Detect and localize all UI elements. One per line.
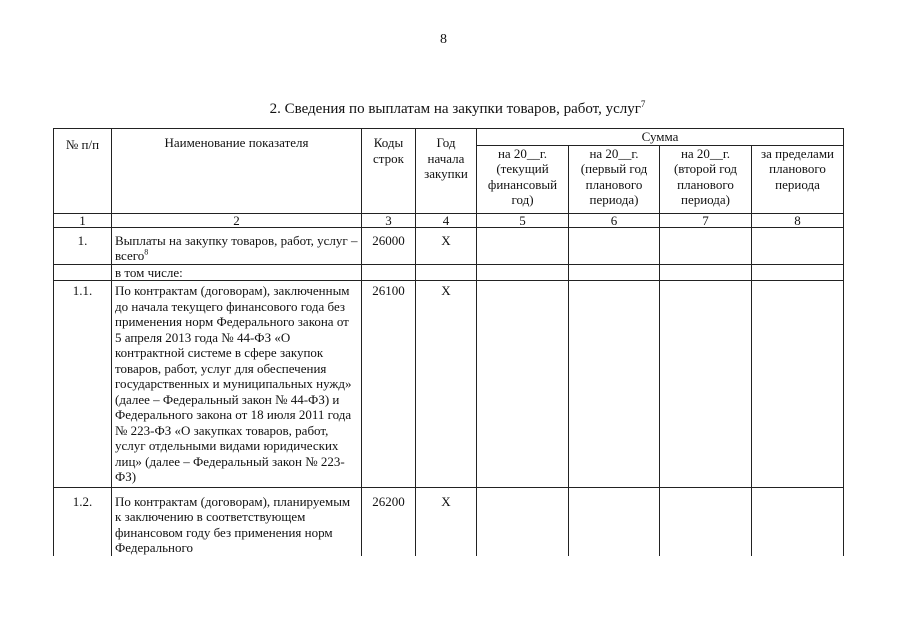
row-sum-cell — [752, 487, 844, 556]
row-year: X — [416, 227, 477, 264]
row-sum-cell — [752, 264, 844, 281]
row-name-text: Выплаты на закупку товаров, работ, услуг – всего — [115, 232, 358, 263]
row-name: По контрактам (договорам), планируемым к заключению в соответствующем финансовом году без применения норм Федерального — [112, 487, 362, 556]
column-number: 3 — [362, 213, 416, 227]
table-row — [54, 487, 844, 556]
column-number: 4 — [416, 213, 477, 227]
row-name: в том числе: — [112, 264, 362, 281]
row-year: X — [416, 281, 477, 488]
header-sum-beyond-plan: за пределами планового периода — [752, 145, 844, 213]
header-sum-second-plan-year: на 20__г. (второй год планового периода) — [660, 145, 752, 213]
row-num: 1.2. — [54, 487, 112, 556]
column-number: 5 — [477, 213, 569, 227]
row-code: 26000 — [362, 227, 416, 264]
column-number: 6 — [569, 213, 660, 227]
row-num: 1. — [54, 227, 112, 264]
table-row — [54, 264, 844, 281]
header-year-start: Год начала закупки — [416, 129, 477, 214]
row-year — [416, 264, 477, 281]
column-number: 7 — [660, 213, 752, 227]
row-sum-cell — [752, 281, 844, 488]
row-code: 26200 — [362, 487, 416, 556]
row-num: 1.1. — [54, 281, 112, 488]
row-sum-cell — [660, 264, 752, 281]
row-sum-cell — [752, 227, 844, 264]
table-row — [54, 281, 844, 488]
row-sum-cell — [660, 227, 752, 264]
row-name — [112, 227, 362, 264]
row-sum-cell — [477, 281, 569, 488]
row-name-footnote: 8 — [144, 247, 149, 257]
row-sum-cell — [569, 227, 660, 264]
section-title-text: 2. Сведения по выплатам на закупки товаров, работ, услуг — [269, 101, 641, 117]
header-num: № п/п — [54, 129, 112, 214]
table-row — [54, 227, 844, 264]
row-sum-cell — [569, 264, 660, 281]
row-sum-cell — [660, 487, 752, 556]
header-codes: Коды строк — [362, 129, 416, 214]
row-sum-cell — [477, 227, 569, 264]
row-year: X — [416, 487, 477, 556]
header-sum-current-year: на 20__г. (текущий финансовый год) — [477, 145, 569, 213]
row-code — [362, 264, 416, 281]
row-sum-cell — [569, 487, 660, 556]
row-sum-cell — [477, 487, 569, 556]
column-number: 8 — [752, 213, 844, 227]
row-name: По контрактам (договорам), заключенным до начала текущего финансового года без применения норм Федерального закона от 5 апреля 2013 года № 44-ФЗ «О контрактной системе в сфере закупок товаров, работ, услуг для обеспечения государственных и муниципальных нужд» (далее – Федеральный закон № 44-ФЗ) и Федерального закона от 18 июля 2011 года № 223-ФЗ «О закупках товаров, работ, услуг отдельными видами юридических лиц» (далее – Федеральный закон № 223-ФЗ) — [112, 281, 362, 488]
column-number-row — [54, 213, 844, 227]
row-sum-cell — [660, 281, 752, 488]
column-number: 1 — [54, 213, 112, 227]
row-code: 26100 — [362, 281, 416, 488]
page-number: 8 — [440, 32, 447, 47]
header-sum: Сумма — [477, 129, 844, 146]
column-number: 2 — [112, 213, 362, 227]
header-name: Наименование показателя — [112, 129, 362, 214]
row-num — [54, 264, 112, 281]
row-sum-cell — [477, 264, 569, 281]
header-sum-first-plan-year: на 20__г. (первый год планового периода) — [569, 145, 660, 213]
payments-table — [53, 128, 844, 556]
row-sum-cell — [569, 281, 660, 488]
section-title-footnote: 7 — [640, 99, 646, 109]
section-title — [0, 101, 905, 118]
